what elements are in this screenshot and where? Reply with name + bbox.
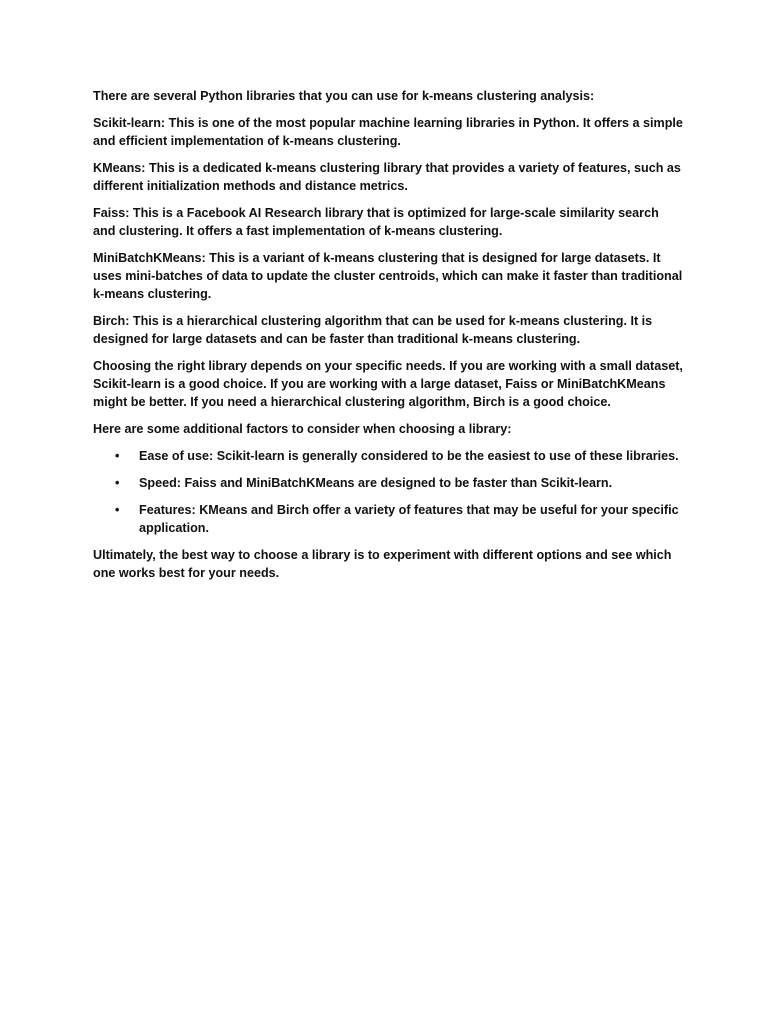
- list-item-features: [93, 501, 683, 537]
- library-paragraph-scikit-learn: Scikit-learn: This is one of the most popular machine learning libraries in Python. It offers a simple and efficient implementation of k-means clustering.: [93, 116, 683, 148]
- intro-paragraph: There are several Python libraries that you can use for k-means clustering analysis:: [93, 89, 595, 103]
- list-item-text: Ease of use: Scikit-learn is generally considered to be the easiest to use of these libraries.: [139, 449, 679, 463]
- list-item-text: Speed: Faiss and MiniBatchKMeans are designed to be faster than Scikit-learn.: [139, 476, 613, 490]
- factors-intro-paragraph: Here are some additional factors to consider when choosing a library:: [93, 422, 512, 436]
- bullet-icon: •: [115, 449, 120, 463]
- library-paragraph-minibatchkmeans: MiniBatchKMeans: This is a variant of k-means clustering that is designed for large datasets. It uses mini-batches of data to update the cluster centroids, which can make it faster than traditional k-means clustering.: [93, 251, 683, 301]
- library-paragraph-faiss: Faiss: This is a Facebook AI Research library that is optimized for large-scale similarity search and clustering. It offers a fast implementation of k-means clustering.: [93, 206, 659, 238]
- list-item-text: Features: KMeans and Birch offer a variety of features that may be useful for your specific application.: [139, 503, 679, 535]
- document-body: [93, 87, 683, 591]
- factors-list: [93, 447, 683, 537]
- conclusion-paragraph: Ultimately, the best way to choose a library is to experiment with different options and see which one works best for your needs.: [93, 548, 672, 580]
- library-paragraph-birch: Birch: This is a hierarchical clustering algorithm that can be used for k-means clustering. It is designed for large datasets and can be faster than traditional k-means clustering.: [93, 314, 653, 346]
- bullet-icon: •: [115, 476, 120, 490]
- library-paragraph-kmeans: KMeans: This is a dedicated k-means clustering library that provides a variety of features, such as different initialization methods and distance metrics.: [93, 161, 681, 193]
- list-item-speed: [93, 474, 683, 492]
- list-item-ease-of-use: [93, 447, 683, 465]
- bullet-icon: •: [115, 503, 120, 517]
- choosing-paragraph: Choosing the right library depends on your specific needs. If you are working with a small dataset, Scikit-learn is a good choice. If you are working with a large dataset, Faiss or MiniBatchKMeans might be better. If you need a hierarchical clustering algorithm, Birch is a good choice.: [93, 359, 683, 409]
